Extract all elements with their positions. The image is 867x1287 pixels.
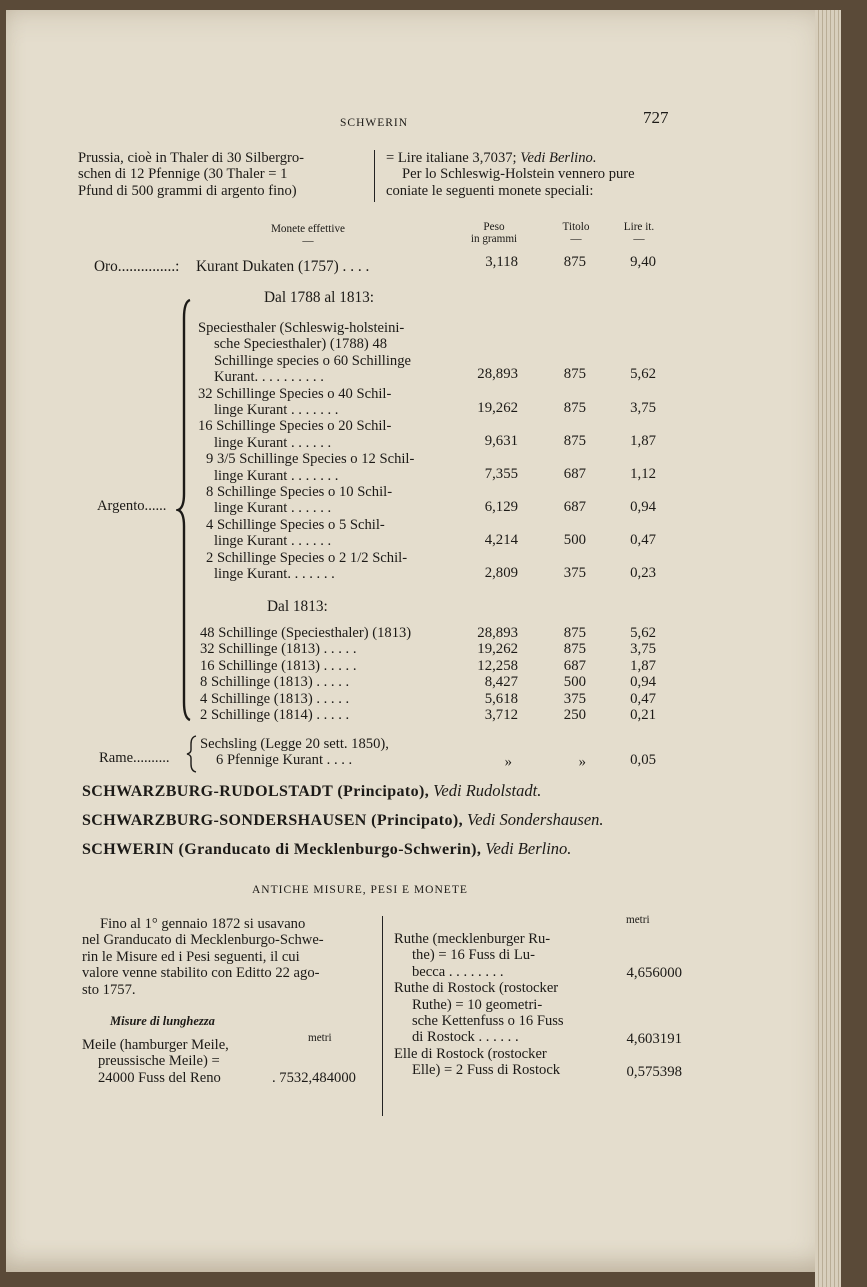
coin-line: 9 3/5 Schillinge Species o 12 Schil- [206,451,415,468]
coin-line: Kurant. . . . . . . . . . [214,369,324,386]
coin-lire: 3,75 [630,400,656,416]
argento-coin-list-2 [200,625,411,723]
coin-lire: 0,23 [630,565,656,581]
coin-line: linge Kurant . . . . . . [214,500,332,517]
rame-titolo: » [578,754,586,770]
coin-peso: 28,893 [477,366,518,382]
coin-lire: 5,62 [630,625,656,641]
intro-right-line: = Lire italiane 3,7037; [386,150,521,166]
oro-label: Oro...............: [94,258,180,275]
col-header-lire-text: Lire it. [623,221,655,233]
rame-label: Rame.......... [99,750,170,766]
coin-lire: 0,21 [630,707,656,724]
coin-titolo: 687 [563,466,586,482]
column-rule [382,916,383,1116]
page-number: 727 [643,108,669,127]
coin-titolo: 875 [563,400,586,416]
column-rule [374,150,375,202]
antiche-line: Fino al 1° gennaio 1872 si usavano [100,916,306,932]
coin-titolo: 375 [563,690,586,707]
coin-lire: 3,75 [630,641,656,658]
coin-peso: 4,214 [484,532,518,548]
coin-peso: 7,355 [484,466,518,482]
coin-line: Speciesthaler (Schleswig-holsteini- [198,320,405,336]
coin-line: Schillinge species o 60 Schillinge [214,352,411,369]
coin-lire: 1,87 [630,433,656,449]
coin-titolo: 500 [563,532,586,548]
coin-line: linge Kurant . . . . . . . [214,467,339,484]
rame-brace [186,734,198,774]
coin-line: sche Speciesthaler) (1788) 48 [214,336,388,353]
coin-titolo: 250 [563,707,586,724]
intro-left-line: Prussia, cioè in Thaler di 30 Silbergro- [78,150,305,166]
coin-titolo-column [546,625,586,723]
measure-line: Ruthe di Rostock (rostocker [394,980,559,997]
coin-lire: 1,12 [630,466,656,482]
coin-peso: 3,712 [484,707,518,724]
coin-lire: 1,87 [630,657,656,674]
argento-coin-list-1 [198,320,414,583]
coin-peso: 2,809 [484,565,518,581]
intro-right-line: coniate le seguenti monete speciali: [386,182,594,199]
argento-label: Argento...... [97,498,167,514]
measure-line: di Rostock . . . . . . [412,1029,519,1046]
coin-line: 8 Schillinge (1813) . . . . . [200,674,350,691]
rame-coin [200,736,389,769]
rame-lire: 0,05 [630,752,656,768]
coin-peso: 9,631 [484,433,518,449]
intro-right-line: Per lo Schleswig-Holstein vennero pure [402,166,635,183]
coin-line: 4 Schillinge Species o 5 Schil- [206,516,385,533]
coin-titolo: 875 [563,366,586,382]
col-header-monete [258,223,358,247]
meile-line: Meile (hamburger Meile, [82,1037,229,1053]
measure-line: becca . . . . . . . . [412,963,504,980]
reference-link: Vedi Rudolstadt. [433,781,542,800]
coin-peso: 8,427 [484,674,518,691]
measure-line: Ruthe) = 10 geometri- [412,996,543,1013]
argento-brace [176,298,196,722]
measure-line: sche Kettenfuss o 16 Fuss [412,1013,564,1030]
coin-lire: 0,47 [630,532,656,548]
antiche-line: valore venne stabilito con Editto 22 ago- [82,965,320,982]
intro-left-line: Pfund di 500 grammi di argento fino) [78,182,297,199]
coin-peso: 5,618 [484,690,518,707]
reference-entry [82,781,541,801]
coin-lire: 0,94 [630,499,656,515]
coin-lire: 0,94 [630,674,656,691]
meile-line: 24000 Fuss del Reno [98,1069,221,1086]
coin-lire: 0,47 [630,690,656,707]
measure-line: Ruthe (mecklenburger Ru- [394,931,551,947]
coin-peso: 12,258 [477,657,518,674]
reference-link: Vedi Sondershausen. [466,810,604,829]
book-page [6,10,841,1272]
antiche-line: nel Granducato di Mecklenburgo-Schwe- [82,932,324,949]
col-header-peso [454,221,534,245]
coin-line: Sechsling (Legge 20 sett. 1850), [200,736,389,752]
meile-line: preussische Meile) = [98,1053,220,1070]
coin-line: 2 Schillinge Species o 2 1/2 Schil- [206,549,408,566]
coin-line: linge Kurant . . . . . . [214,434,332,451]
page-edge [815,10,841,1287]
measure-value: 0,575398 [626,1064,682,1080]
oro-lire: 9,40 [630,254,656,270]
measure-line: Elle) = 2 Fuss di Rostock [412,1062,561,1079]
col-header-lire [609,221,669,245]
coin-line: linge Kurant. . . . . . . [214,566,335,583]
rame-peso: » [504,754,512,770]
coin-lire: 5,62 [630,366,656,382]
oro-coin: Kurant Dukaten (1757) . . . . [196,258,370,275]
right-measures [394,931,564,1079]
antiche-intro [82,916,324,998]
coin-titolo: 875 [563,433,586,449]
coin-line: 32 Schillinge (1813) . . . . . [200,641,357,658]
coin-titolo: 875 [563,641,586,658]
coin-titolo: 375 [563,565,586,581]
coin-line: 6 Pfennige Kurant . . . . [216,752,353,769]
measure-value: 4,656000 [626,965,682,981]
coin-titolo: 500 [563,674,586,691]
col-header-peso-text: Peso [483,221,505,233]
coin-peso: 19,262 [477,400,518,416]
section-title: ANTICHE MISURE, PESI E MONETE [252,884,468,896]
intro-right-ref: Vedi Berlino. [520,150,597,166]
reference-link: Vedi Berlino. [485,839,572,858]
intro-left [78,150,304,199]
oro-peso: 3,118 [485,254,518,270]
coin-line: 2 Schillinge (1814) . . . . . [200,707,350,724]
coin-peso: 6,129 [484,499,518,515]
unit-label: metri [308,1032,332,1044]
reference-heading: SCHWARZBURG-RUDOLSTADT (Principato), [82,783,430,800]
subhead-lunghezza: Misure di lunghezza [110,1014,215,1028]
running-header: SCHWERIN [340,117,409,129]
meile-entry [82,1037,229,1086]
coin-line: 4 Schillinge (1813) . . . . . [200,690,350,707]
col-header-titolo [546,221,606,245]
col-header-dash: — [633,233,645,245]
coin-line: 48 Schillinge (Speciesthaler) (1813) [200,625,412,641]
col-header-dash: — [570,233,582,245]
reference-heading: SCHWARZBURG-SONDERSHAUSEN (Principato), [82,812,463,829]
coin-peso: 28,893 [477,625,518,641]
coin-line: linge Kurant . . . . . . [214,533,332,550]
col-header-peso-unit: in grammi [470,233,518,245]
antiche-line: rin le Misure ed i Pesi seguenti, il cui [82,948,300,965]
coin-peso: 19,262 [477,641,518,658]
coin-lire-column [616,625,656,723]
col-header-titolo-text: Titolo [562,221,590,233]
reference-entry [82,839,571,859]
coin-line: 32 Schillinge Species o 40 Schil- [198,385,392,402]
coin-line: 16 Schillinge Species o 20 Schil- [198,418,392,435]
coin-line: linge Kurant . . . . . . . [214,402,339,419]
reference-heading: SCHWERIN (Granducato di Mecklenburgo-Schwerin), [82,841,482,858]
coin-line: 8 Schillinge Species o 10 Schil- [206,484,393,501]
coin-titolo: 875 [563,625,586,641]
coin-line: 16 Schillinge (1813) . . . . . [200,657,357,674]
oro-titolo: 875 [563,254,586,270]
intro-left-line: schen di 12 Pfennige (30 Thaler = 1 [78,166,288,183]
col-header-dash: — [302,235,314,247]
coin-titolo: 687 [563,499,586,515]
period-heading: Dal 1788 al 1813: [264,289,375,306]
unit-label: metri [626,914,650,926]
intro-right [386,150,635,199]
measure-line: Elle di Rostock (rostocker [394,1045,547,1062]
measure-value: 4,603191 [626,1031,682,1047]
antiche-line: sto 1757. [82,981,136,998]
coin-titolo: 687 [563,657,586,674]
coin-peso-column [458,625,518,723]
col-header-monete-text: Monete effettive [270,223,346,235]
meile-value: . 7532,484000 [272,1070,356,1086]
measure-line: the) = 16 Fuss di Lu- [412,947,535,964]
reference-entry [82,810,604,830]
period-heading: Dal 1813: [267,598,328,615]
